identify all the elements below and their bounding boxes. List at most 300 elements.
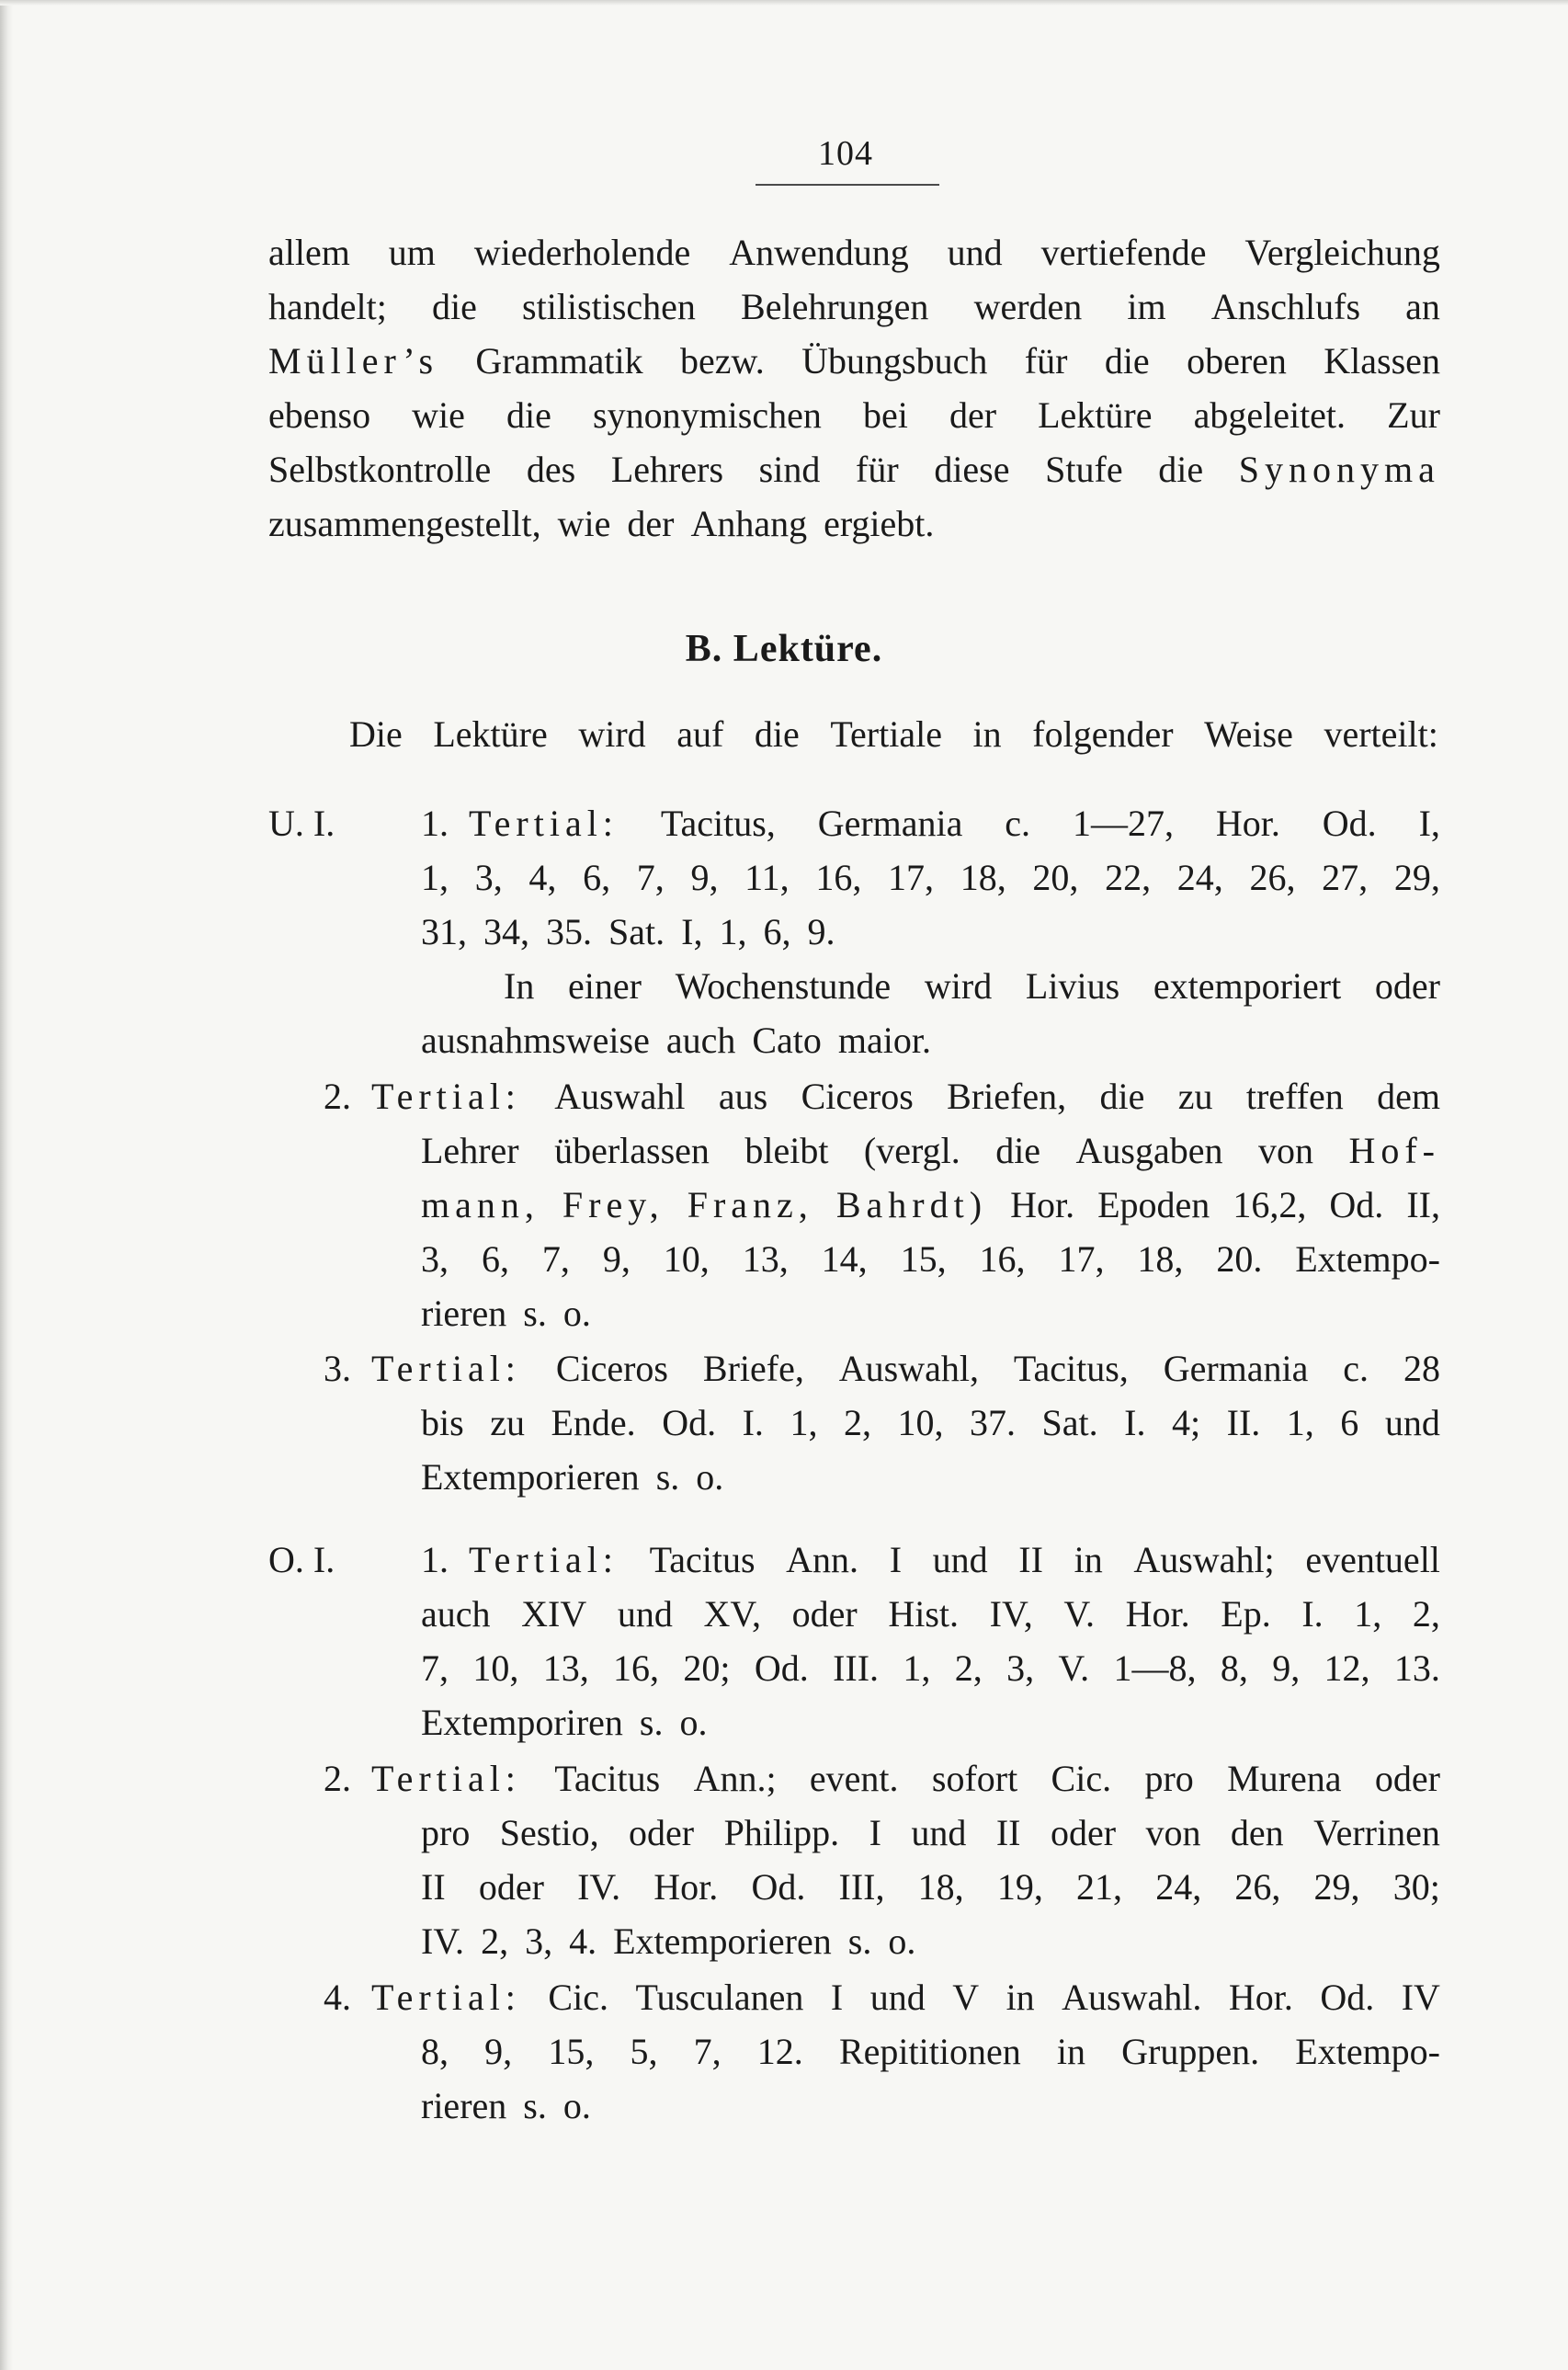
word: IV [1401,1977,1440,2018]
word: IV. [421,1920,465,1962]
word: einer [568,965,642,1007]
text-line [421,1286,1440,1340]
word: Auswahl, [838,1348,979,1389]
word: Grammatik [475,340,643,382]
word: 5, [630,2031,658,2072]
page-top-shadow [0,0,1568,6]
word: Hor. [1228,1977,1293,2018]
word: zusammengestellt, [268,503,541,544]
text-line [421,1178,1440,1232]
word: event. [809,1758,899,1799]
word: 26, [1234,1866,1281,1908]
word: synonymischen [593,394,822,436]
word: Lektüre [1038,394,1153,436]
word: 9, [602,1238,631,1280]
tertial-continuation [421,1123,1440,1340]
tertial-number: 3. [324,1348,351,1389]
word: oder [1374,965,1440,1007]
word: Gruppen. [1121,2031,1260,2072]
word: Wochenstunde [675,965,892,1007]
word: II, [1406,1184,1440,1225]
word: 6, [763,911,791,952]
word: die [1104,340,1150,382]
word: V. [1063,1593,1096,1635]
tertial-continuation [421,1587,1440,1749]
word: 20, [1032,857,1079,898]
word: Extempo- [1295,1238,1440,1280]
word: Od. [751,1866,806,1908]
word: und [932,1539,988,1580]
text-line [268,334,1440,388]
text-line [371,1751,1440,1806]
word: bleibt [744,1130,829,1171]
word: Briefe, [702,1348,804,1389]
word: 6, [481,1238,509,1280]
tertial-note [421,959,1440,1067]
tertial-number: 2. [324,1076,351,1117]
word: I. [1124,1402,1146,1443]
text-line [504,959,1440,1013]
word: 4; [1171,1402,1201,1443]
word: s. [655,1456,680,1498]
word: Cic. [1051,1758,1112,1799]
word: o. [562,2085,591,2126]
word: I. [742,1402,764,1443]
word: 30; [1392,1866,1440,1908]
tertial-number: 1. [421,1539,449,1580]
word: sind [758,449,821,490]
tertial-continuation [421,1396,1440,1504]
tertial-continuation [421,2024,1440,2133]
text-line [421,1013,1440,1067]
word: pro [1144,1758,1194,1799]
word: werden [973,286,1083,327]
word: sofort [931,1758,1018,1799]
word: Sestio, [499,1812,599,1853]
word: mann, [421,1184,540,1225]
word: Hor. [1215,803,1280,844]
text-line [371,1970,1440,2024]
tertial-entry [371,1341,1440,1396]
word: 31, [421,911,467,952]
word: von [1257,1130,1313,1171]
word: 2, [1412,1593,1440,1635]
word: 2, [954,1647,983,1689]
word: I. [1301,1593,1324,1635]
text-line [469,1533,1440,1587]
text-line [268,496,1440,551]
word: Übungsbuch [801,340,988,382]
word: auch [421,1593,491,1635]
word: Germania [817,803,963,844]
word: Ciceros [801,1076,914,1117]
word: s. [639,1702,664,1743]
text-line [421,905,1440,959]
word: IV, [989,1593,1033,1635]
word: Repititionen [838,2031,1021,2072]
word: bei [862,394,908,436]
word: 1, [1354,1593,1382,1635]
word: I, [681,911,703,952]
word: Tertial: [469,1539,619,1580]
word: stilistischen [522,286,696,327]
word: Livius [1025,965,1120,1007]
word: c. [1005,803,1031,844]
word: I [869,1812,881,1853]
word: 16, [979,1238,1026,1280]
word: auch [665,1020,736,1061]
word: rieren [421,1293,507,1334]
word: 3, [1006,1647,1035,1689]
page-edge-shadow [0,0,13,2370]
word: Tacitus [554,1758,661,1799]
word: abgeleitet. [1193,394,1346,436]
word: 11, [744,857,790,898]
word: Tacitus, [1013,1348,1129,1389]
word: Ende. [551,1402,636,1443]
word: o. [562,1293,591,1334]
word: Belehrungen [741,286,929,327]
word: Ausgaben [1075,1130,1223,1171]
word: in [1056,2031,1085,2072]
word: ebenso [268,394,371,436]
word: bezw. [679,340,765,382]
word: 15, [900,1238,947,1280]
text-line [268,225,1440,279]
text-line [421,1232,1440,1286]
word: 9. [807,911,835,952]
word: 4. [569,1920,597,1962]
tertial-continuation [421,850,1440,959]
word: Hist. [888,1593,960,1635]
word: Auswahl [554,1076,686,1117]
word: wie [557,503,611,544]
word: 13, [742,1238,789,1280]
word: 1, [790,1402,818,1443]
word: bis [421,1402,464,1443]
word: überlassen [554,1130,710,1171]
word: Zur [1387,394,1440,436]
word: handelt; [268,286,387,327]
section-intro [349,712,1438,756]
word: wird [578,713,646,755]
word: 1—27, [1072,803,1174,844]
word: rieren [421,2085,507,2126]
word: IV. [577,1866,621,1908]
word: Sat. [1041,1402,1098,1443]
word: 2, [843,1402,871,1443]
word: 6 [1340,1402,1359,1443]
page-number-rule [756,184,939,186]
word: treffen [1245,1076,1344,1117]
word: 9, [690,857,719,898]
word: des [526,449,576,490]
word: 7, [421,1647,449,1689]
word: 20. [1216,1238,1263,1280]
word: oder [478,1866,544,1908]
word: Ep. [1221,1593,1271,1635]
word: Extemporieren [421,1456,640,1498]
word: II. [1226,1402,1261,1443]
word: Vergleichung [1244,232,1440,273]
word: maior. [837,1020,931,1061]
word: extemporiert [1153,965,1342,1007]
word: oder [629,1812,695,1853]
word: um [388,232,436,273]
text-line [421,1641,1440,1695]
word: den [1230,1812,1284,1853]
word: 16, [815,857,862,898]
word: diese [934,449,1010,490]
word: und [1384,1402,1440,1443]
word: c. [1343,1348,1369,1389]
word: Od. [1329,1184,1384,1225]
word: Tacitus [649,1539,756,1580]
word: Selbstkontrolle [268,449,492,490]
word: zu [1177,1076,1213,1117]
word: 1, [1286,1402,1314,1443]
word: die [754,713,800,755]
word: Auswahl; [1133,1539,1275,1580]
word: in [1074,1539,1103,1580]
word: für [1024,340,1068,382]
word: Tertial: [371,1977,521,2018]
word: 29, [1313,1866,1360,1908]
tertial-entry [371,1751,1440,1806]
word: allem [268,232,350,273]
word: Extemporieren [613,1920,832,1962]
word: s. [847,1920,872,1962]
word: 7, [636,857,665,898]
word: und [911,1812,967,1853]
word: o. [888,1920,916,1962]
text-line [268,388,1440,442]
word: 13, [542,1647,589,1689]
word: 9, [484,2031,513,2072]
text-line [421,2024,1440,2079]
word: oder [791,1593,858,1635]
word: auf [676,713,724,755]
tertial-number: 1. [421,803,449,844]
word: wiederholende [473,232,691,273]
word: 3, [474,857,503,898]
word: 35. [546,911,592,952]
word: 24, [1155,1866,1202,1908]
tertial-number: 4. [324,1977,351,2018]
text-line [268,279,1440,334]
word: 10, [663,1238,710,1280]
word: II [421,1866,446,1908]
word: 1, [903,1647,931,1689]
word: Od. [662,1402,717,1443]
word: 21, [1076,1866,1123,1908]
text-line [421,1914,1440,1968]
word: 7, [693,2031,722,2072]
word: 29, [1393,857,1440,898]
word: oberen [1187,340,1287,382]
class-label: U. I. [268,803,335,844]
word: Tertial: [371,1076,521,1117]
word: 1, [719,911,747,952]
word: Extemporiren [421,1702,623,1743]
word: 16, [613,1647,660,1689]
text-line [421,2079,1440,2133]
text-line [268,442,1440,496]
word: 12, [1324,1647,1370,1689]
word: Epoden [1097,1184,1210,1225]
word: XV, [703,1593,762,1635]
word: Extempo- [1295,2031,1440,2072]
word: Anwendung [729,232,909,273]
word: Tertial: [371,1758,521,1799]
word: I, [1418,803,1440,844]
word: 7, [541,1238,570,1280]
word: Weise [1204,713,1293,755]
tertial-number: 2. [324,1758,351,1799]
word: Lehrer [421,1130,519,1171]
word: in [972,713,1002,755]
word: pro [421,1812,471,1853]
word: 37. [969,1402,1016,1443]
word: Ciceros [555,1348,668,1389]
word: Lektüre [433,713,548,755]
word: Tertial: [371,1348,521,1389]
text-line [421,1860,1440,1914]
word: 26, [1249,857,1296,898]
word: (vergl. [863,1130,960,1171]
word: 1—8, [1113,1647,1197,1689]
word: Germania [1163,1348,1309,1389]
word: 17, [1058,1238,1105,1280]
word: 3, [421,1238,449,1280]
word: ausnahmsweise [421,1020,650,1061]
word: V. [1058,1647,1090,1689]
word: 24, [1176,857,1223,898]
class-label: O. I. [268,1539,335,1580]
word: zu [490,1402,525,1443]
word: und [869,1977,926,2018]
word: 3, [525,1920,553,1962]
word: 20; [683,1647,731,1689]
word: 13. [1393,1647,1440,1689]
text-line [421,1587,1440,1641]
word: 6, [583,857,611,898]
word: 14, [821,1238,868,1280]
word: Die [349,713,403,755]
word: 12. [756,2031,803,2072]
word: Od. [754,1647,809,1689]
word: 10, [897,1402,944,1443]
section-heading: B. Lektüre. [685,628,883,670]
text-line [371,1069,1440,1123]
word: II [1018,1539,1043,1580]
word: 22, [1105,857,1152,898]
word: III. [833,1647,880,1689]
word: dem [1377,1076,1440,1117]
word: 28 [1403,1348,1440,1389]
tertial-entry [469,796,1440,850]
word: ergiebt. [824,503,935,544]
word: I [889,1539,903,1580]
word: 34, [483,911,529,952]
word: Ann. [786,1539,859,1580]
word: Philipp. [723,1812,840,1853]
tertial-entry [371,1069,1440,1123]
word: Hor. [1010,1184,1075,1225]
word: 16,2, [1233,1184,1307,1225]
word: die [1099,1076,1145,1117]
word: die [506,394,551,436]
word: s. [523,2085,547,2126]
word: Tusculanen [635,1977,804,2018]
word: Od. [1322,803,1377,844]
tertial-continuation [421,1806,1440,1968]
text-line [371,1341,1440,1396]
word: 8, [1220,1647,1248,1689]
word: für [856,449,899,490]
word: Ann.; [693,1758,777,1799]
word: Hor. [653,1866,719,1908]
word: an [1405,286,1440,327]
tertial-entry [371,1970,1440,2024]
word: 27, [1322,857,1369,898]
word: V [952,1977,980,2018]
word: im [1127,286,1166,327]
word: oder [1050,1812,1117,1853]
word: die [1158,449,1204,490]
word: die [995,1130,1041,1171]
word: XIV [521,1593,587,1635]
word: II [995,1812,1021,1853]
text-line [421,1450,1440,1504]
text-line [469,796,1440,850]
word: Synonyma [1238,449,1440,490]
word: die [432,286,477,327]
word: Briefen, [947,1076,1067,1117]
word: Anschlufs [1210,286,1361,327]
word: Anhang [690,503,808,544]
word: der [627,503,675,544]
word: 18, [1137,1238,1184,1280]
word: und [947,232,1003,273]
word: Tertial: [469,803,619,844]
word: Klassen [1324,340,1440,382]
text-line [421,1396,1440,1450]
word: 18, [960,857,1006,898]
word: 19, [996,1866,1043,1908]
word: Hor. [1125,1593,1190,1635]
word: Sat. [608,911,665,952]
word: Frey, [562,1184,665,1225]
word: Auswahl. [1062,1977,1202,2018]
word: Verrinen [1313,1812,1440,1853]
word: Tacitus, [660,803,776,844]
word: vertiefende [1040,232,1207,273]
word: Franz, [687,1184,813,1225]
tertial-entry [469,1533,1440,1587]
word: In [504,965,535,1007]
word: 15, [548,2031,595,2072]
word: 1, [421,857,449,898]
word: und [617,1593,673,1635]
word: 8, [421,2031,449,2072]
word: I [830,1977,844,2018]
word: Bahrdt) [835,1184,988,1225]
word: oder [1374,1758,1440,1799]
word: 17, [888,857,935,898]
word: 18, [917,1866,964,1908]
word: Cato [752,1020,822,1061]
